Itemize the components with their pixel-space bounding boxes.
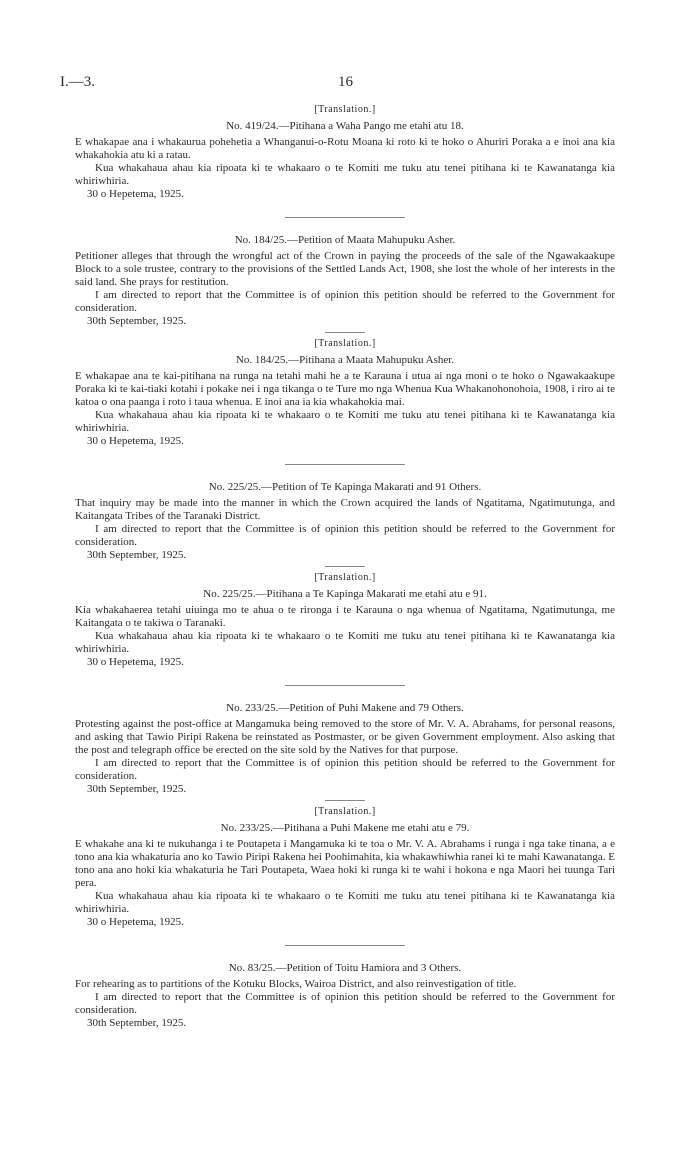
- petition-section: [75, 481, 615, 562]
- translation-label: [Translation.]: [314, 806, 376, 817]
- petition-date: 30 o Hepetema, 1925.: [87, 916, 184, 928]
- section-divider: [325, 800, 365, 801]
- petition-body: Petitioner alleges that through the wrongful act of the Crown in paying the proceeds of the sale of the Ngawakaakupe Block to a sole trustee, contrary to the provisions of the Settled Lands Act, 1908, she lost the whole of her interests in the said land. She prays for restitution.: [75, 250, 615, 288]
- translation-label: [Translation.]: [314, 338, 376, 349]
- petition-date: 30th September, 1925.: [87, 783, 187, 795]
- translation-label: [Translation.]: [314, 572, 376, 583]
- petition-title: No. 225/25.—Petition of Te Kapinga Makarati and 91 Others.: [208, 481, 482, 493]
- translation-label: [Translation.]: [314, 104, 376, 115]
- section-divider: [325, 332, 365, 333]
- petition-date: 30 o Hepetema, 1925.: [87, 435, 184, 447]
- petition-section: [75, 962, 615, 1030]
- petition-body: For rehearing as to partitions of the Kotuku Blocks, Wairoa District, and also reinvestigation of title.: [75, 978, 517, 990]
- petition-date: 30 o Hepetema, 1925.: [87, 188, 184, 200]
- petition-body: Protesting against the post-office at Mangamuka being removed to the store of Mr. V. A. Abrahams, for personal reasons, and asking that Tawio Piripi Rakena be reinstated as Postmaster, or be given Government employment. Also asking that the post and telegraph office be erected on the site sold by the Natives for that purpose.: [75, 718, 615, 756]
- petition-recommendation: Kua whakahaua ahau kia ripoata ki te whakaaro o te Komiti me tuku atu tenei pitihana ki te Kawanatanga kia whiriwhiria.: [75, 409, 615, 434]
- petition-recommendation: I am directed to report that the Committee is of opinion this petition should be referred to the Government for consideration.: [75, 289, 615, 314]
- petition-section: [75, 337, 615, 448]
- petition-title: No. 83/25.—Petition of Toitu Hamiora and 3 Others.: [228, 962, 462, 974]
- petition-title: No. 233/25.—Pitihana a Puhi Makene me etahi atu e 79.: [220, 822, 470, 834]
- petition-recommendation: I am directed to report that the Committee is of opinion this petition should be referred to the Government for consideration.: [75, 757, 615, 782]
- petition-recommendation: Kua whakahaua ahau kia ripoata ki te whakaaro o te Komiti me tuku atu tenei pitihana ki te Kawanatanga kia whiriwhiria.: [75, 162, 615, 187]
- petition-title: No. 225/25.—Pitihana a Te Kapinga Makarati me etahi atu e 91.: [203, 588, 487, 600]
- petition-section: [75, 805, 615, 929]
- section-divider: [285, 464, 405, 465]
- petition-section: [75, 103, 615, 201]
- petition-body: E whakahe ana ki te nukuhanga i te Poutapeta i Mangamuka ki te toa o Mr. V. A. Abrahams i runga i nga take tinana, a e tono ana kia whakaturia ano ko Tawio Piripi Rakena hei Poohimahita, kia whakawhiwhia ranei ki te mahi Kawanatanga. E tono ana ano hoki kia whakaturia he Tari Poutapeta, Waea hoki ki runga ki te wahi i hokona e nga Maori hei tuunga Tari pera.: [75, 838, 615, 889]
- petition-title: No. 419/24.—Pitihana a Waha Pango me etahi atu 18.: [226, 120, 464, 132]
- petition-date: 30 o Hepetema, 1925.: [87, 656, 184, 668]
- petition-recommendation: Kua whakahaua ahau kia ripoata ki te whakaaro o te Komiti me tuku atu tenei pitihana ki te Kawanatanga kia whiriwhiria.: [75, 890, 615, 915]
- section-divider: [285, 217, 405, 218]
- petition-section: [75, 571, 615, 669]
- petition-body: E whakapae ana te kai-pitihana na runga na tetahi mahi he a te Karauna i utua ai nga moni o te hoko o Ngawakaakupe Poraka ki te kai-tiaki kotahi i pokake nei i nga tikanga o te Ture mo nga Whenua Kua Whakanohonohoia, 1908, i riro ai te katoa o ona paanga i roto i taua whenua. E inoi ana ia kia whakahokia mai.: [75, 370, 615, 408]
- petition-body: That inquiry may be made into the manner in which the Crown acquired the lands of Ngatitama, Ngatimutunga, and Kaitangata Tribes of the Taranaki District.: [75, 497, 615, 522]
- page-number: 16: [338, 74, 353, 90]
- petition-date: 30th September, 1925.: [87, 1017, 187, 1029]
- petition-title: No. 184/25.—Pitihana a Maata Mahupuku Asher.: [235, 354, 455, 366]
- section-divider: [325, 566, 365, 567]
- petition-section: [75, 702, 615, 796]
- petition-recommendation: I am directed to report that the Committee is of opinion this petition should be referred to the Government for consideration.: [75, 523, 615, 548]
- petition-recommendation: Kua whakahaua ahau kia ripoata ki te whakaaro o te Komiti me tuku atu tenei pitihana ki te Kawanatanga kia whiriwhiria.: [75, 630, 615, 655]
- section-divider: [285, 945, 405, 946]
- petition-recommendation: I am directed to report that the Committee is of opinion this petition should be referred to the Government for consideration.: [75, 991, 615, 1016]
- section-divider: [285, 685, 405, 686]
- petition-body: Kia whakahaerea tetahi uiuinga mo te ahua o te rironga i te Karauna o nga whenua of Ngatitama, Ngatimutunga, me Kaitangata o te takiwa o Taranaki.: [75, 604, 615, 629]
- petition-date: 30th September, 1925.: [87, 549, 187, 561]
- petition-title: No. 233/25.—Petition of Puhi Makene and 79 Others.: [226, 702, 464, 714]
- petition-date: 30th September, 1925.: [87, 315, 187, 327]
- petition-section: [75, 234, 615, 328]
- page-content: [75, 103, 615, 1030]
- document-reference: I.—3.: [60, 74, 95, 90]
- petition-body: E whakapae ana i whakaurua pohehetia a Whanganui-o-Rotu Moana ki roto ki te hoko o Ahuriri Poraka a e inoi ana kia whakahokia atu ki a ratau.: [75, 136, 615, 161]
- petition-title: No. 184/25.—Petition of Maata Mahupuku Asher.: [234, 234, 456, 246]
